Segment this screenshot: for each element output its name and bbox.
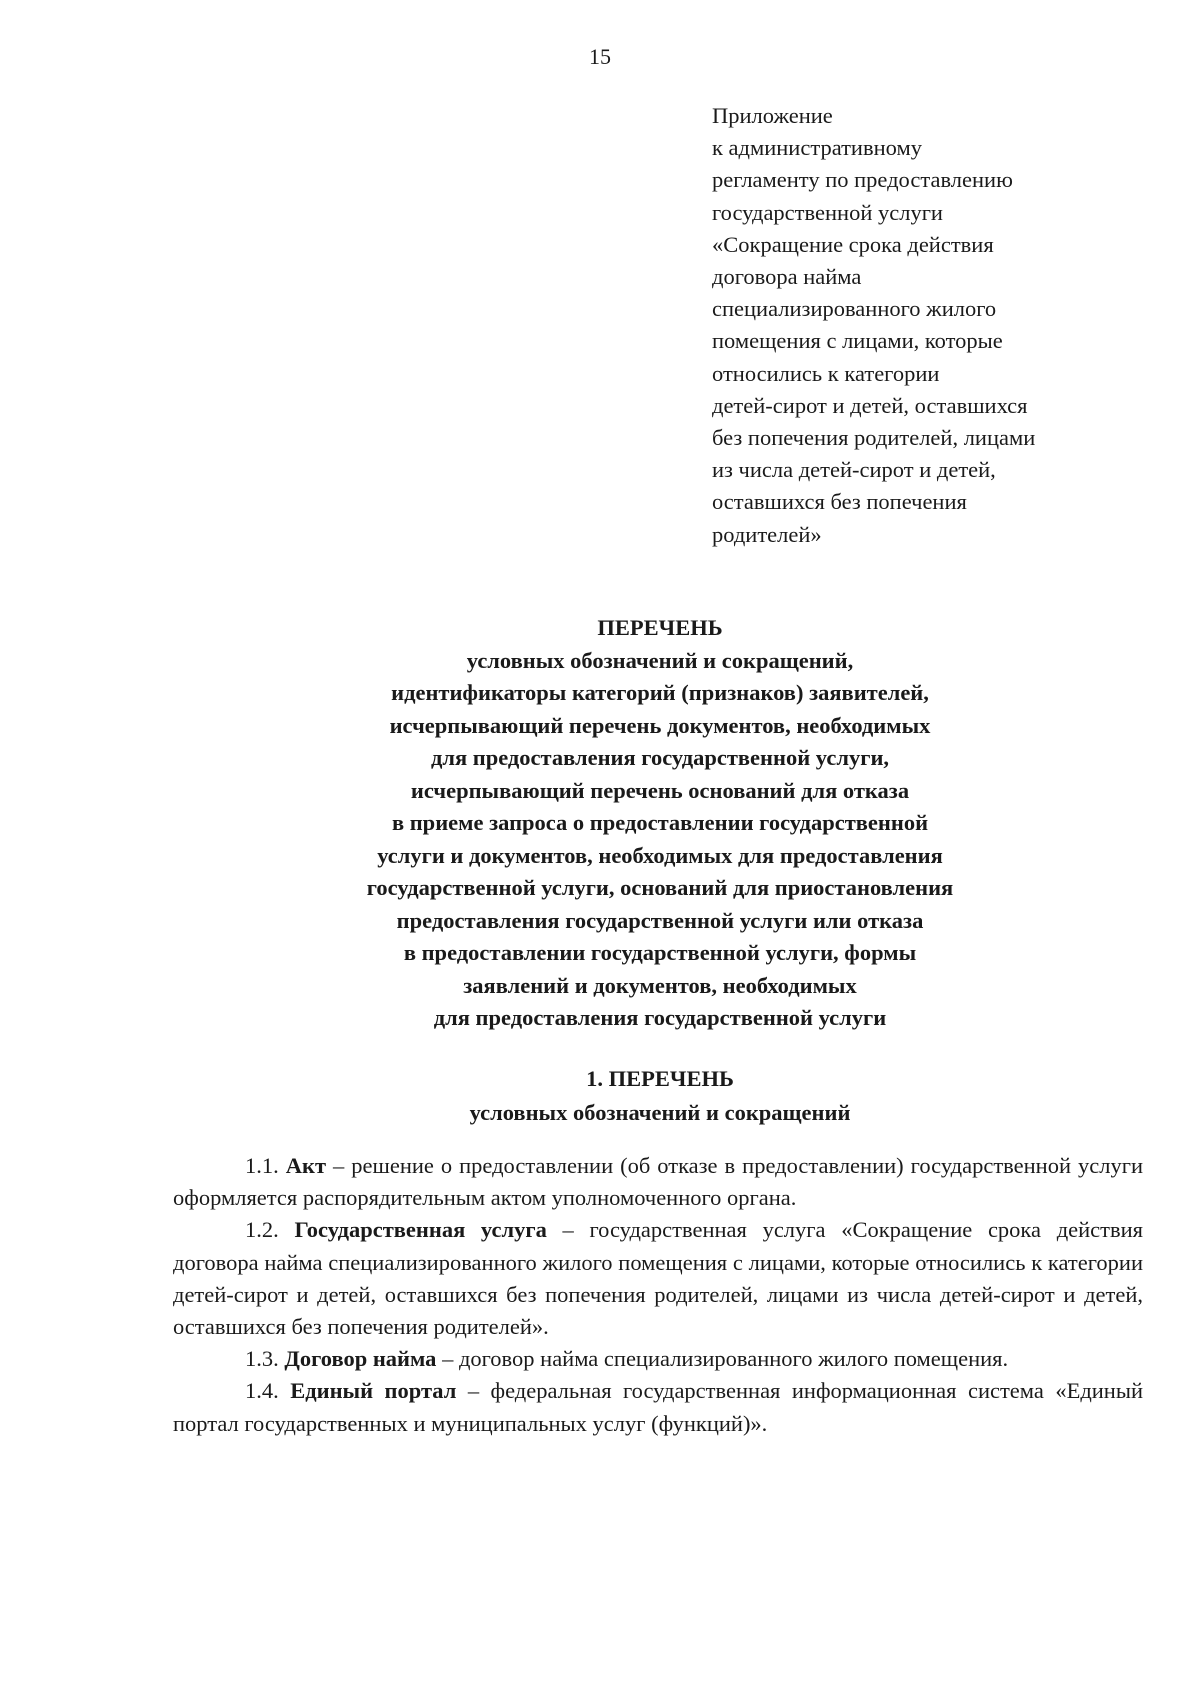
title-line: в приеме запроса о предоставлении государственной (391, 810, 929, 835)
item-term: Акт (285, 1153, 327, 1178)
item-definition: – договор найма специализированного жилого помещения. (442, 1346, 1009, 1372)
item-number: 1.1. (245, 1153, 279, 1178)
item-term: Единый портал (290, 1378, 457, 1404)
appendix-line: государственной услуги (712, 199, 943, 225)
title-line: исчерпывающий перечень оснований для отказа (410, 777, 910, 803)
appendix-line: помещения с лицами, которые (712, 328, 1003, 354)
appendix-line: Приложение (712, 103, 833, 128)
appendix-line: относились к категории (712, 360, 940, 386)
title-line: в предоставлении государственной услуги, формы (403, 940, 917, 965)
appendix-line: детей-сирот и детей, оставшихся (712, 392, 1028, 418)
title-line: идентификаторы категорий (признаков) заявителей, (391, 680, 929, 705)
appendix-line: без попечения родителей, лицами (712, 425, 1036, 451)
item-term: Договор найма (284, 1346, 437, 1372)
document-title (160, 612, 1160, 1035)
title-line: услуги и документов, необходимых для предоставления (377, 842, 943, 868)
appendix-line: «Сокращение срока действия (712, 231, 994, 257)
item-number: 1.4. (245, 1378, 279, 1404)
title-line: для предоставления государственной услуги (433, 1005, 887, 1030)
title-line: государственной услуги, оснований для приостановления (366, 875, 954, 900)
appendix-line: специализированного жилого (712, 296, 997, 322)
appendix-line: оставшихся без попечения (712, 489, 967, 515)
page-number: 15 (589, 44, 611, 69)
title-line: исчерпывающий перечень документов, необходимых (389, 712, 931, 738)
item-definition: – федеральная государственная информационная система «Единый портал государственных и муниципальных услуг (функций)». (173, 1378, 1144, 1436)
definitions-list (173, 1150, 1143, 1440)
item-number: 1.3. (245, 1346, 279, 1372)
title-line: условных обозначений и сокращений, (466, 647, 854, 673)
definition-item (173, 1214, 1143, 1343)
definition-item (173, 1375, 1143, 1439)
appendix-line: договора найма (712, 264, 862, 290)
section-subtitle: условных обозначений и сокращений (469, 1100, 851, 1125)
item-definition: – государственная услуга «Сокращение срока действия договора найма специализированного жилого помещения с лицами, которые относились к категории детей-сирот и детей, оставшихся без попечения родителей, лицами из числа детей-сирот и детей, оставшихся без попечения родителей». (173, 1217, 1144, 1340)
title-line: заявлений и документов, необходимых (463, 972, 857, 998)
appendix-line: родителей» (712, 521, 822, 547)
title-line: ПЕРЕЧЕНЬ (597, 615, 723, 640)
definition-item (173, 1150, 1143, 1214)
item-definition: – решение о предоставлении (об отказе в предоставлении) государственной услуги оформляется распорядительным актом уполномоченного органа. (173, 1153, 1143, 1211)
section-heading (160, 1062, 1160, 1130)
item-term: Государственная услуга (294, 1217, 547, 1243)
appendix-note (712, 100, 1152, 551)
definition-item (173, 1343, 1143, 1375)
section-title: 1. ПЕРЕЧЕНЬ (586, 1066, 734, 1091)
item-number: 1.2. (245, 1217, 279, 1243)
title-line: предоставления государственной услуги или отказа (396, 907, 924, 933)
appendix-line: регламенту по предоставлению (712, 167, 1013, 193)
appendix-line: к административному (712, 135, 922, 161)
appendix-line: из числа детей-сирот и детей, (712, 457, 996, 483)
title-line: для предоставления государственной услуги, (430, 745, 890, 770)
